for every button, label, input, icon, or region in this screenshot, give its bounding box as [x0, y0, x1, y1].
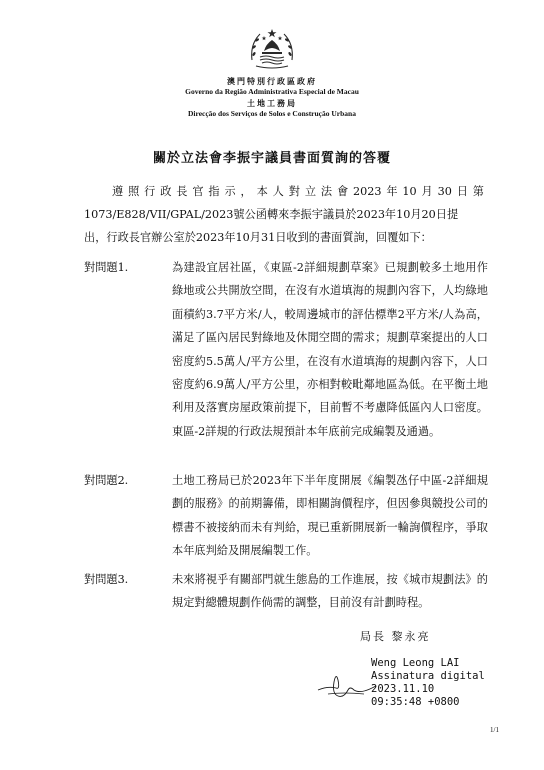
bureau-name-pt: Direcção dos Serviços de Solos e Construção Urbana — [188, 109, 356, 118]
question-label: 對問題1. — [84, 261, 129, 274]
signature-time: 09:35:48 +0800 — [371, 696, 460, 708]
macau-emblem-icon — [246, 26, 298, 70]
signature-date: 2023.11.10 — [371, 683, 435, 695]
answer-text: 未來將視乎有關部門就生態島的工作進展，按《城市規劃法》的規定對總體規劃作倘需的調整，目前沒有計劃時程。 — [172, 573, 488, 610]
question-label: 對問題2. — [84, 474, 129, 487]
signer-name: Weng Leong LAI — [371, 657, 460, 669]
intro-line: 1073/E828/VII/GPAL/2023號公函轉來李振宇議員於2023年10月20日提 — [84, 208, 459, 221]
bureau-name-zh: 土地工務局 — [247, 98, 297, 108]
intro-paragraph — [84, 180, 484, 249]
answer-text: 土地工務局已於2023年下半年度開展《編製氹仔中區-2詳細規劃的服務》的前期籌備，即相關詢價程序，但因參與競投公司的標書不被接納而未有判給，現已重新開展新一輪詢價程序，爭取本年底判給及開展編製工作。 — [172, 474, 488, 558]
answer-text: 為建設宜居社區，《東區-2詳細規劃草案》已規劃較多土地用作綠地或公共開放空間，在沒有水道填海的規劃內容下，人均綠地面積約3.7平方米/人，較周邊城市的評估標準2平方米/人為高，滿足了區內居民對綠地及休閒空間的需求；規劃草案提出的人口密度約5.5萬人/平方公里，在沒有水道填海的規劃內容下，人口密度約6.9萬人/平方公里，亦相對較毗鄰地區為低。在平衡土地利用及落實房屋政策前提下，目前暫不考慮降低區內人口密度。東區-2詳規的行政法規預計本年底前完成編製及通過。 — [172, 261, 488, 438]
page-number: 1/1 — [490, 726, 499, 734]
director-signature-line: 局長 黎永亮 — [360, 630, 431, 643]
intro-line: 出，行政長官辦公室於2023年10月31日收到的書面質詢，回覆如下： — [84, 231, 432, 244]
government-name-pt: Governo da Região Administrativa Especial de Macau — [185, 87, 359, 96]
signature-kind: Assinatura digital — [371, 670, 485, 682]
digital-signature-block — [371, 657, 485, 709]
intro-line: 遵照行政長官指示，本人對立法會2023年10月30日第 — [112, 185, 484, 198]
government-name-zh: 澳門特別行政區政府 — [227, 76, 317, 86]
question-label: 對問題3. — [84, 573, 129, 586]
document-title: 關於立法會李振宇議員書面質詢的答覆 — [152, 151, 391, 166]
